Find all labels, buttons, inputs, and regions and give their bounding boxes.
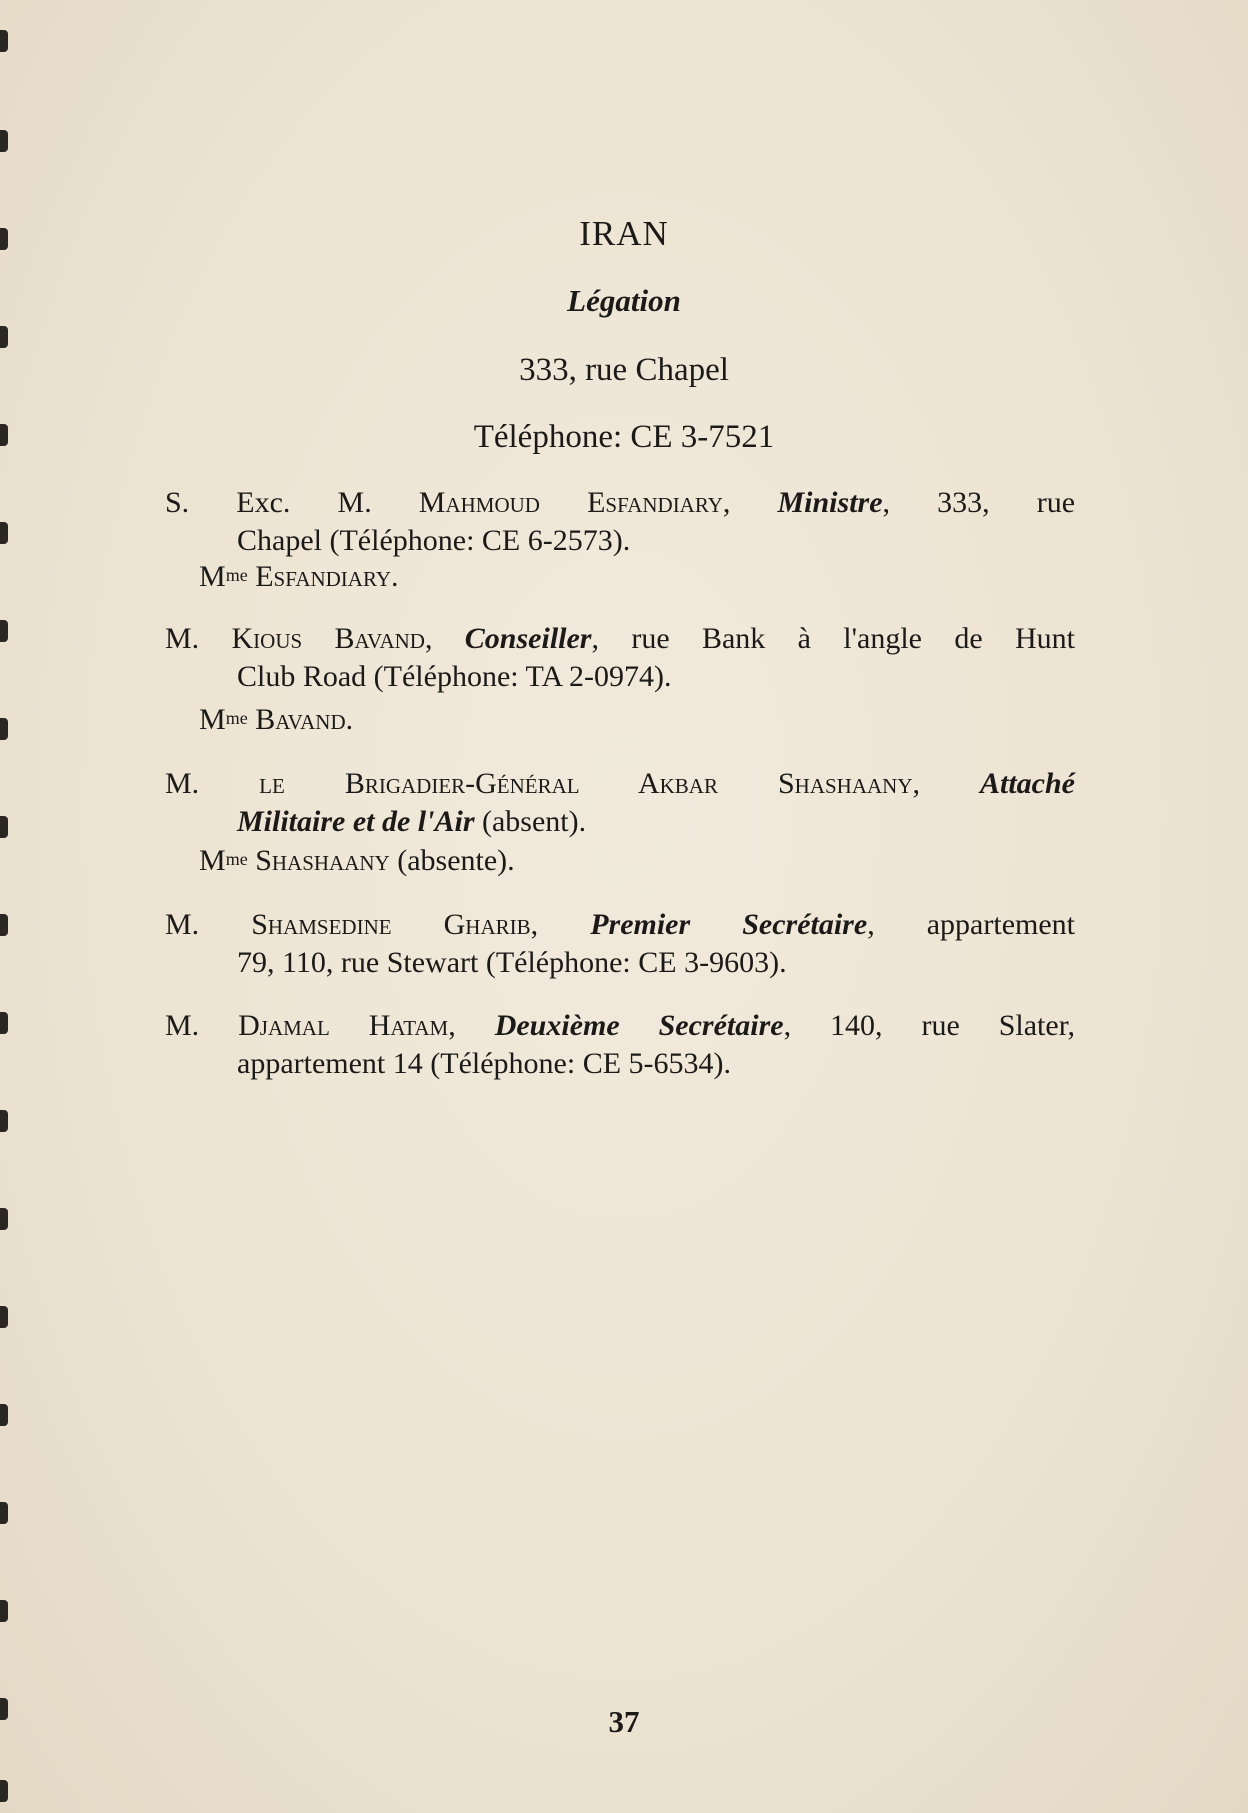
binding-hole: [0, 522, 8, 544]
entry-prefix: M.: [165, 767, 260, 800]
entry-sep: ,: [448, 1009, 495, 1042]
staff-entry: [165, 620, 1075, 696]
entry-title: Deuxième Secrétaire: [494, 1009, 784, 1042]
spouse-line: [199, 842, 515, 880]
entry-title: Conseiller: [464, 622, 592, 655]
staff-entry: [165, 765, 1075, 841]
entry-sep: ,: [722, 486, 778, 519]
spouse-sup: me: [225, 565, 248, 585]
entry-prefix: M.: [165, 908, 252, 941]
entry-title-continued: Militaire et de l'Air: [237, 805, 475, 838]
binding-hole: [0, 30, 8, 52]
mission-subheading: Légation: [567, 283, 681, 318]
staff-entry: [165, 1007, 1075, 1083]
entry-line: [165, 620, 1075, 658]
binding-hole: [0, 1780, 8, 1802]
entry-name: Kious Bavand: [231, 622, 425, 655]
entry-continuation: appartement 14 (Téléphone: CE 5-6534).: [237, 1047, 732, 1080]
spouse-rest: .: [345, 703, 354, 736]
entry-title: Attaché: [980, 767, 1075, 800]
entry-line: [165, 484, 1075, 522]
binding-hole: [0, 620, 8, 642]
entry-continuation: Club Road (Téléphone: TA 2-0974).: [237, 660, 672, 693]
staff-entry: [165, 906, 1075, 982]
entry-name: Mahmoud Esfandiary: [418, 486, 723, 519]
spouse-sup: me: [225, 708, 248, 728]
entry-continuation-rest: (absent).: [474, 805, 587, 838]
entry-sep: ,: [912, 767, 980, 800]
country-heading: IRAN: [579, 214, 669, 253]
entry-line: [165, 906, 1075, 944]
mission-telephone: Téléphone: CE 3-7521: [473, 419, 775, 455]
entry-name: le Brigadier-Général Akbar Shashaany: [259, 767, 913, 800]
binding-hole: [0, 1502, 8, 1524]
entry-name: Shamsedine Gharib: [251, 908, 531, 941]
spouse-rest: .: [390, 560, 399, 593]
entry-prefix: S. Exc. M.: [165, 486, 419, 519]
entry-rest: , 140, rue Slater,: [783, 1009, 1075, 1042]
spouse-rest: (absente).: [389, 844, 515, 877]
binding-hole: [0, 914, 8, 936]
entry-sep: ,: [530, 908, 591, 941]
entry-sep: ,: [424, 622, 465, 655]
entry-continuation: Chapel (Téléphone: CE 6-2573).: [237, 524, 631, 557]
binding-hole: [0, 718, 8, 740]
entry-title: Ministre: [777, 486, 883, 519]
spouse-name: Shashaany: [247, 844, 390, 877]
binding-hole: [0, 1110, 8, 1132]
spouse-prefix: M: [199, 560, 226, 593]
spouse-name: Bavand: [247, 703, 346, 736]
entry-continuation: 79, 110, rue Stewart (Téléphone: CE 3-9603).: [237, 946, 787, 979]
binding-hole: [0, 1404, 8, 1426]
entry-continuation: [165, 803, 1075, 841]
page-number: 37: [608, 1704, 640, 1739]
spouse-line: [199, 701, 353, 739]
binding-hole: [0, 1208, 8, 1230]
spouse-prefix: M: [199, 703, 226, 736]
entry-line: [165, 1007, 1075, 1045]
entry-rest: , rue Bank à l'angle de Hunt: [591, 622, 1075, 655]
spouse-name: Esfandiary: [247, 560, 391, 593]
entry-title: Premier Secrétaire: [590, 908, 868, 941]
binding-hole: [0, 1306, 8, 1328]
binding-hole: [0, 326, 8, 348]
entry-line: [165, 765, 1075, 803]
mission-address: 333, rue Chapel: [519, 352, 729, 388]
binding-hole: [0, 816, 8, 838]
spouse-line: [199, 558, 398, 596]
entry-rest: , appartement: [867, 908, 1075, 941]
spouse-sup: me: [225, 849, 248, 869]
entry-prefix: M.: [165, 622, 232, 655]
binding-hole: [0, 130, 8, 152]
binding-hole: [0, 1012, 8, 1034]
staff-entry: [165, 484, 1075, 560]
entry-prefix: M.: [165, 1009, 239, 1042]
entry-name: Djamal Hatam: [238, 1009, 449, 1042]
spouse-prefix: M: [199, 844, 226, 877]
binding-hole: [0, 1600, 8, 1622]
entry-rest: , 333, rue: [882, 486, 1076, 519]
